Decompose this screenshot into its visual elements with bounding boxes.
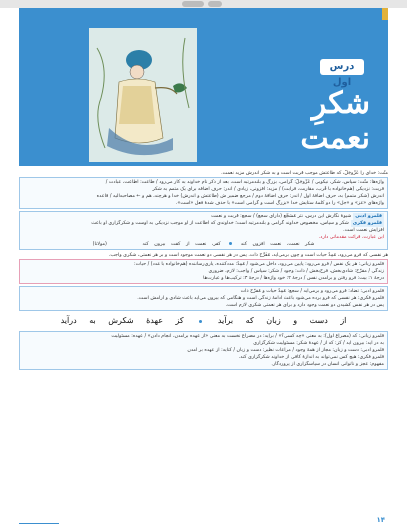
lesson-content — [19, 170, 388, 372]
notes-box — [19, 259, 388, 284]
text-line: این عبارت، قرائت مقدماتی دارد. — [318, 235, 384, 240]
intellectual-tag: قلمرو فکری — [352, 221, 382, 226]
text-line: افزایش نعمت است. — [343, 228, 384, 233]
text-line: قلمرو زبانی: که (مصراع اول): به معنی «چه کسی؟» / برآید: در مصراع نخست به معنی «از عهده برآمدن، انجام دادن» / عهده: مسئولیت — [111, 334, 384, 339]
text-line: پس در هر نفس کشیدن دو نعمت وجود دارد و برای هر نعمتی شکری لازم است. — [225, 303, 384, 308]
intellectual-note: شکر و سپاس، مخصوص خداوند گرامی و بلندمرتبه است؛ خداوندی که اطاعت از او موجب نزدیکی به اوست و شکرگزاری او باعث — [91, 221, 349, 226]
notes-box — [19, 211, 388, 250]
separator-dot — [199, 320, 202, 323]
poem-hemistich-right: از دست و زبان که برآید — [217, 316, 347, 325]
header-tab — [382, 8, 388, 20]
quote-part: کفر، نعمت از کفت بیرون کند — [142, 242, 221, 247]
text-line: قلمرو زبانی: هر یک نفس / فرو می‌رود: پایین می‌رود، داخل می‌شود / مُمِدّ: مددکننده، یاری‌رساننده (هم‌خانواده با مَدد) / حیات: — [134, 262, 384, 267]
top-strip — [0, 0, 407, 8]
separator-dot — [229, 242, 232, 245]
text-line: قلمرو فکری: هیچ کس نمی‌تواند به اندازهٔ کافی از خداوند شکرگزاری کند. — [238, 355, 384, 360]
text-line: قلمرو فکری: هر نفسی که فرو برده می‌شود باعث ادامهٔ زندگی است و هنگامی که بیرون می‌آید باعث شادی و آرامش است. — [137, 296, 384, 301]
text-line: قلمرو ادبی: دست و زبان: مجاز از همهٔ وجود / مراعات نظیر: دست و زبان / کنایه: از عهده بر آمدن — [187, 348, 384, 353]
top-strip-pill — [182, 1, 204, 7]
text-line: واژه‌ها: منّت: سپاس، شکر، نیکویی / عَزَّوجَلَّ: گرامی، بزرگ و بلندمرتبه است، بعد از ذکر نام خداوند به کار می‌رود / طاعت: اطاعت، عبادت / — [105, 180, 384, 185]
text-line: قربت: نزدیکی (هم‌خانواده با قُرب، مقاربت، قرابت) / مزید: افزونی، زیادی / اندر: حرف اضافه برای یک متمم به شکر — [152, 187, 384, 192]
literary-tag: قلمرو ادبی — [355, 214, 382, 219]
text-line: واژه‌های «عز» و «جل» را دو کلمهٔ ستایش خدا «بزرگ است و گرامی است» با حذف شدهٔ فعل «است». — [175, 201, 384, 206]
poem-hemistich-left: کز عهدهٔ شکرش به درآید — [60, 316, 184, 325]
page-number: ۱۴ — [376, 516, 385, 524]
text-line: درجهٔ ۱: بیت: فرو رفتن و برآمدن نفس / درجهٔ ۲: خود واژه‌ها / درجهٔ ۳: ترکیب‌ها و عبارت‌ها — [203, 276, 384, 281]
quote-line — [23, 241, 384, 248]
text-line — [23, 213, 384, 220]
lesson-header — [19, 8, 388, 166]
lesson-number-label: درس اول — [320, 59, 364, 75]
notes-box — [19, 331, 388, 370]
notes-box — [19, 177, 388, 209]
falconer-illustration — [89, 28, 197, 162]
notes-box — [19, 286, 388, 311]
text-line — [23, 220, 384, 227]
poem-verse — [19, 314, 388, 328]
literary-note: شیوهٔ نگارش این درس، نثر مُسَجَّع (دارای سجع) / سجع: قربت و نعمت — [211, 214, 352, 219]
text-line: هر نفسی که فرو می‌رود، مُمِدّ حیات است و چون برمی‌آید، مُفَرِّح ذات. پس در هر نفسی دو نعمت موجود است و بر هر نعمتی، شکری واجب. — [108, 253, 388, 258]
text-line: اندرش (شکر متمم) به، حرف اضافهٔ اول / اندر: حرف اضافهٔ دوم / مرجع ضمیر ش (طاعتش و اندرش) خدا و هرچند، هم و ← مصاحبه‌الیه / قاعده — [96, 194, 384, 199]
text-line: به در آید: بیرون آید / کز: که از / عهدهٔ شکر: مسئولیت شکرگزاری — [253, 341, 384, 346]
text-line: منّت: خدای را عَزَّوجَلَّ، که طاعتش موجب قربت است و به شکر اندرش مزید نعمت. — [221, 171, 388, 176]
lesson-title: شکرِ نعمت — [300, 86, 370, 156]
footer-decoration — [19, 521, 139, 526]
quote-part: شکر نعمت، نعمت افزون کند — [240, 242, 315, 247]
top-strip-pill — [208, 1, 222, 7]
text-line: مفهوم: عجز و ناتوانی انسان در سپاسگزاری از پروردگار. — [271, 362, 384, 367]
text-line: قلمرو ادبی: تضاد: فرو می‌رود و برمی‌آید / سجع: مُمِدّ حیات و مُفرّح ذات — [240, 289, 384, 294]
text-line: زندگی / مفرّح: شادی‌بخش، فرح‌بخش / ذات: وجود / شکر: سپاس / واجب: لازم، ضروری — [208, 269, 384, 274]
quote-source: (مولانا) — [92, 242, 107, 247]
